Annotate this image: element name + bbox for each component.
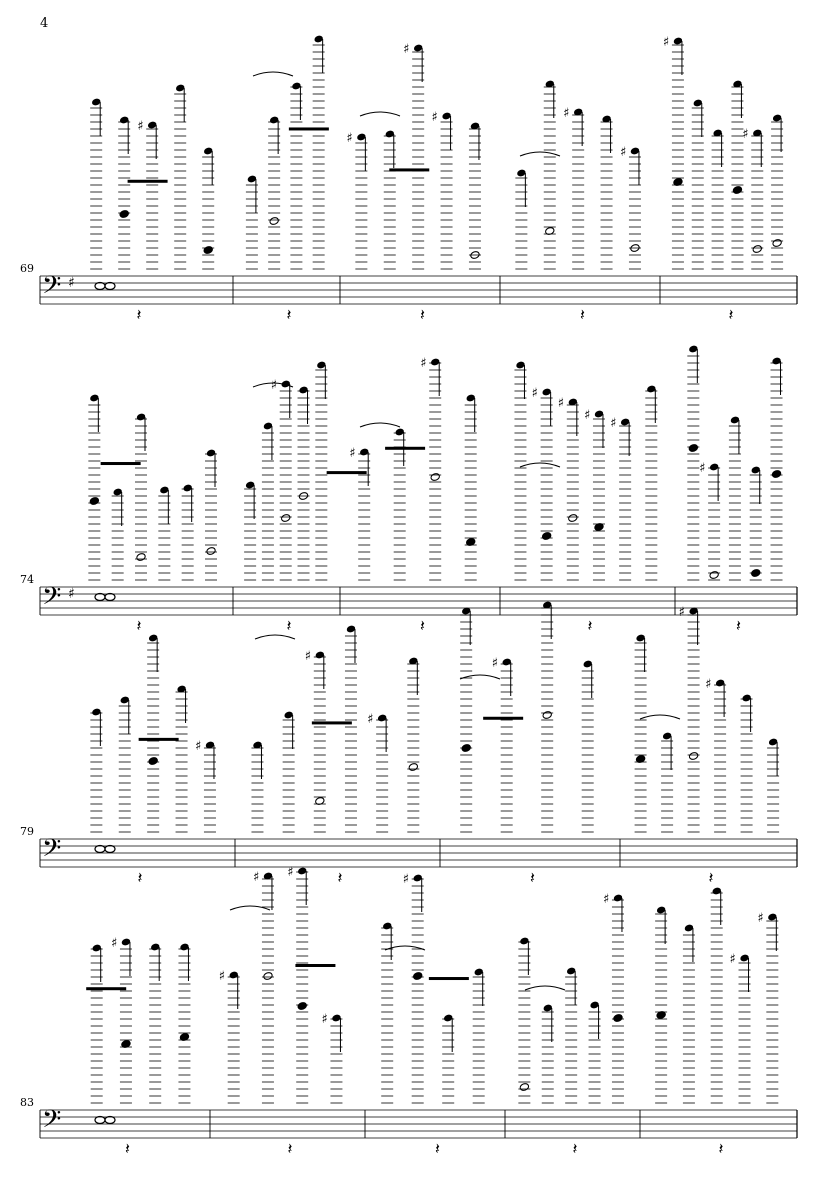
tie — [255, 635, 295, 639]
note-column — [202, 147, 214, 269]
chord-note-head — [263, 972, 273, 981]
sharp-accidental: ♯ — [729, 952, 736, 967]
staff-note-head — [95, 1117, 105, 1124]
tie — [520, 152, 560, 156]
note-column — [349, 446, 370, 580]
note-column — [731, 80, 743, 269]
note-column — [346, 131, 367, 269]
note-column — [246, 175, 258, 269]
note-column — [313, 35, 325, 269]
quarter-rest: 𝄽 — [125, 1139, 130, 1158]
sharp-accidental: ♯ — [218, 969, 225, 984]
beam — [327, 471, 367, 474]
beam — [389, 168, 429, 171]
chord-note-head — [772, 239, 782, 248]
note-column — [244, 481, 256, 580]
note-column — [750, 466, 762, 580]
note-column — [565, 967, 577, 1103]
sharp-accidental: ♯ — [321, 1012, 328, 1027]
quarter-rest: 𝄽 — [435, 1139, 440, 1158]
note-column — [635, 634, 647, 832]
tie — [360, 423, 400, 427]
note-column — [315, 361, 327, 580]
quarter-rest: 𝄽 — [420, 616, 425, 635]
quarter-rest: 𝄽 — [572, 1139, 578, 1158]
chord-note-head — [688, 444, 698, 453]
chord-note-head — [541, 532, 551, 541]
tie — [520, 463, 560, 467]
quarter-rest: 𝄽 — [530, 868, 535, 887]
note-column — [645, 385, 657, 580]
chord-note-head — [709, 571, 719, 580]
sharp-accidental: ♯ — [557, 396, 565, 411]
key-signature-sharp: ♯ — [68, 275, 75, 291]
sharp-accidental: ♯ — [431, 110, 438, 125]
staff-system-1 — [40, 35, 797, 324]
note-column — [305, 649, 326, 832]
note-column — [544, 80, 556, 269]
sharp-accidental: ♯ — [705, 677, 712, 692]
note-column — [563, 106, 584, 269]
quarter-rest: 𝄽 — [136, 616, 142, 635]
key-signature-sharp: ♯ — [68, 586, 75, 602]
note-column — [712, 129, 724, 269]
bass-clef: 𝄢 — [42, 582, 62, 617]
chord-note-head — [119, 210, 129, 219]
note-column — [620, 145, 641, 269]
note-column — [147, 634, 159, 832]
note-column — [432, 110, 453, 269]
chord-note-head — [297, 1002, 307, 1011]
sharp-accidental: ♯ — [194, 739, 202, 754]
note-column — [730, 952, 751, 1103]
measure-number-system-2: 74 — [20, 573, 34, 586]
note-column — [253, 870, 274, 1103]
beam — [289, 127, 329, 130]
note-column — [679, 605, 700, 832]
quarter-rest: 𝄽 — [287, 1139, 293, 1158]
tie — [253, 72, 293, 76]
note-column — [403, 42, 424, 269]
note-column — [741, 694, 753, 832]
staff-system-2 — [40, 345, 797, 635]
tie — [525, 986, 565, 990]
page-number: 4 — [40, 16, 49, 31]
quarter-rest: 𝄽 — [136, 305, 142, 324]
chord-note-head — [203, 246, 213, 255]
beam — [101, 462, 141, 465]
staff-system-3 — [40, 601, 797, 887]
chord-note-head — [136, 553, 146, 562]
bass-clef: 𝄢 — [42, 834, 62, 869]
staff-note-head — [105, 283, 115, 290]
chord-note-head — [281, 514, 291, 523]
note-column — [158, 486, 170, 580]
note-column — [283, 711, 295, 832]
note-column — [119, 696, 131, 832]
measure-number-system-3: 79 — [20, 825, 34, 838]
chord-note-head — [688, 752, 698, 761]
note-column — [262, 422, 274, 580]
sharp-accidental: ♯ — [491, 656, 498, 671]
quarter-rest: 𝄽 — [286, 305, 292, 324]
sharp-accidental: ♯ — [662, 35, 670, 50]
beam — [295, 964, 335, 967]
note-column — [271, 378, 292, 580]
note-column — [90, 98, 102, 269]
note-column — [661, 732, 673, 832]
staff-note-head — [105, 846, 115, 853]
sharp-accidental: ♯ — [252, 870, 260, 885]
beam — [128, 180, 168, 183]
note-column — [384, 130, 396, 269]
note-column — [663, 35, 684, 269]
note-column — [757, 911, 778, 1103]
note-column — [442, 1014, 454, 1103]
beam — [139, 738, 179, 741]
note-column — [345, 625, 357, 832]
sharp-accidental: ♯ — [270, 378, 278, 393]
beam — [385, 447, 425, 450]
chord-note-head — [542, 711, 552, 720]
chord-note-head — [519, 1083, 529, 1092]
sharp-accidental: ♯ — [742, 127, 749, 142]
note-column — [298, 386, 310, 580]
quarter-rest: 𝄽 — [718, 1139, 724, 1158]
note-column — [610, 416, 631, 580]
quarter-rest: 𝄽 — [736, 616, 741, 635]
note-column — [469, 122, 481, 269]
tie — [360, 112, 400, 116]
chord-note-head — [461, 744, 471, 753]
note-column — [407, 657, 419, 832]
note-column — [699, 461, 720, 580]
note-column — [90, 708, 102, 832]
chord-note-head — [771, 470, 781, 479]
note-column — [692, 99, 704, 269]
tie — [460, 675, 500, 679]
staff-note-head — [105, 1117, 115, 1124]
note-column — [321, 1012, 342, 1103]
sharp-accidental: ♯ — [402, 872, 409, 887]
note-column — [219, 969, 240, 1103]
note-column — [729, 416, 741, 580]
sharp-accidental: ♯ — [699, 461, 706, 476]
chord-note-head — [732, 186, 742, 195]
staff-note-head — [95, 846, 105, 853]
sharp-accidental: ♯ — [678, 605, 685, 620]
note-column — [589, 1001, 601, 1103]
note-column — [176, 685, 188, 832]
note-column — [195, 739, 216, 832]
quarter-rest: 𝄽 — [587, 616, 593, 635]
sharp-accidental: ♯ — [349, 446, 356, 461]
note-column — [182, 484, 194, 580]
sharp-accidental: ♯ — [757, 911, 764, 926]
measure-number-system-1: 69 — [20, 262, 34, 275]
note-column — [514, 361, 526, 580]
note-column — [460, 607, 472, 832]
note-column — [367, 712, 388, 832]
note-column — [112, 488, 124, 580]
sharp-accidental: ♯ — [563, 106, 570, 121]
sharp-accidental: ♯ — [583, 408, 591, 423]
note-column — [111, 936, 132, 1103]
note-column — [687, 345, 699, 580]
beam — [429, 977, 469, 980]
chord-note-head — [148, 757, 158, 766]
note-column — [174, 84, 186, 269]
note-column — [742, 127, 763, 269]
note-column — [251, 741, 263, 832]
note-column — [603, 892, 624, 1103]
chord-note-head — [613, 1014, 623, 1023]
note-column — [178, 943, 190, 1103]
note-column — [268, 116, 280, 269]
note-column — [711, 887, 723, 1103]
sharp-accidental: ♯ — [346, 131, 353, 146]
sharp-accidental: ♯ — [610, 416, 617, 431]
note-column — [771, 114, 783, 269]
note-column — [532, 386, 553, 580]
sharp-accidental: ♯ — [420, 356, 427, 371]
staff-system-4 — [40, 865, 797, 1158]
systems-layer — [40, 35, 797, 1158]
note-column — [403, 872, 424, 1103]
note-column — [290, 82, 302, 269]
chord-note-head — [430, 473, 440, 482]
note-column — [558, 396, 579, 580]
note-column — [582, 660, 594, 832]
beam — [86, 987, 126, 990]
note-column — [683, 924, 695, 1103]
chord-note-head — [89, 497, 99, 506]
tie — [640, 715, 680, 719]
note-column — [518, 937, 530, 1103]
staff-note-head — [95, 594, 105, 601]
beam — [312, 721, 352, 724]
chord-note-head — [269, 217, 279, 226]
note-column — [767, 738, 779, 832]
note-column — [91, 944, 103, 1103]
measure-number-system-4: 83 — [20, 1096, 34, 1109]
note-column — [515, 169, 527, 269]
sharp-accidental: ♯ — [619, 145, 627, 160]
note-column — [584, 408, 605, 580]
sharp-accidental: ♯ — [602, 892, 610, 907]
chord-note-head — [206, 547, 216, 556]
sharp-accidental: ♯ — [137, 119, 144, 134]
note-column — [420, 356, 441, 580]
quarter-rest: 𝄽 — [728, 305, 734, 324]
sharp-accidental: ♯ — [531, 386, 538, 401]
chord-note-head — [568, 514, 578, 523]
chord-note-head — [752, 245, 762, 254]
staff-note-head — [105, 594, 115, 601]
note-column — [473, 968, 485, 1103]
note-column — [465, 394, 477, 580]
note-column — [394, 428, 406, 580]
note-column — [149, 943, 161, 1103]
note-column — [287, 865, 308, 1103]
beam — [483, 717, 523, 720]
sharp-accidental: ♯ — [367, 712, 374, 727]
quarter-rest: 𝄽 — [420, 305, 425, 324]
note-column — [601, 115, 613, 269]
note-column — [705, 677, 726, 832]
chord-note-head — [751, 569, 761, 578]
quarter-rest: 𝄽 — [286, 616, 292, 635]
quarter-rest: 𝄽 — [337, 868, 343, 887]
sharp-accidental: ♯ — [304, 649, 312, 664]
note-column — [492, 656, 513, 832]
chord-note-head — [408, 763, 418, 772]
note-column — [542, 1004, 554, 1103]
quarter-rest: 𝄽 — [708, 868, 714, 887]
staff-note-head — [95, 283, 105, 290]
note-column — [771, 357, 783, 580]
note-column — [135, 413, 147, 580]
sharp-accidental: ♯ — [403, 42, 410, 57]
bass-clef: 𝄢 — [42, 1105, 62, 1140]
chord-note-head — [413, 972, 423, 981]
note-column — [88, 394, 100, 580]
bass-clef: 𝄢 — [42, 271, 62, 306]
note-column — [541, 601, 553, 832]
note-column — [137, 119, 158, 269]
quarter-rest: 𝄽 — [137, 868, 143, 887]
note-column — [655, 906, 667, 1103]
note-column — [118, 116, 130, 269]
sharp-accidental: ♯ — [110, 936, 118, 951]
sharp-accidental: ♯ — [287, 865, 294, 880]
note-column — [205, 449, 217, 580]
quarter-rest: 𝄽 — [580, 305, 585, 324]
